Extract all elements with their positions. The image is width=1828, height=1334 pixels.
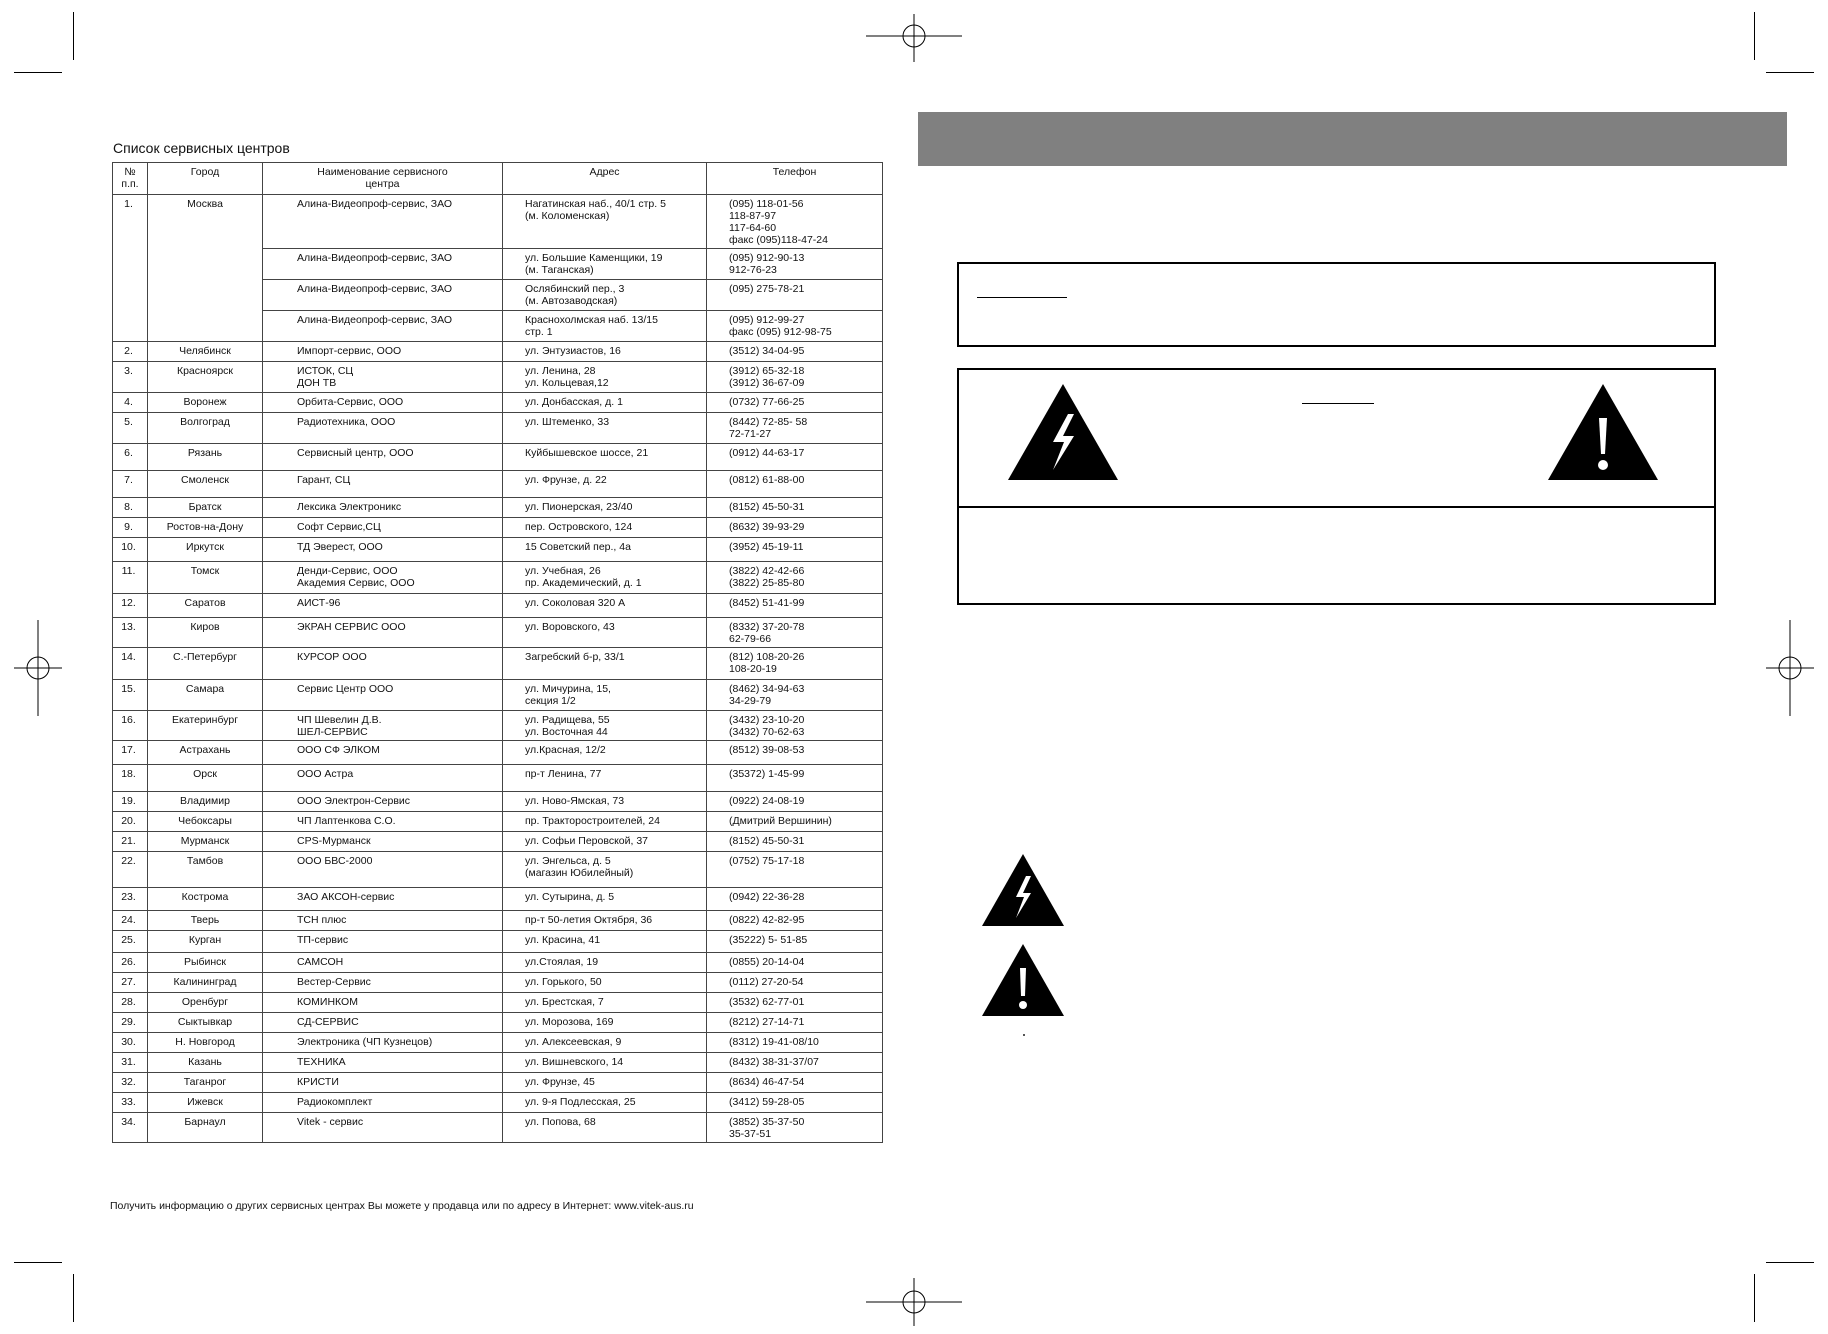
city-cell: Рыбинск (148, 953, 263, 973)
service-name-cell: ЧП Лаптенкова С.О. (263, 812, 503, 832)
address-cell: Куйбышевское шоссе, 21 (503, 444, 707, 471)
phone-cell: (8332) 37-20-78 62-79-66 (707, 618, 883, 648)
city-cell: Таганрог (148, 1073, 263, 1093)
table-row (113, 444, 883, 471)
crop-mark (1766, 1262, 1814, 1263)
phone-cell: (8512) 39-08-53 (707, 741, 883, 765)
address-cell: ул. Морозова, 169 (503, 1013, 707, 1033)
row-number: 25. (113, 931, 148, 953)
service-name-cell: CPS-Мурманск (263, 832, 503, 852)
address-cell: ул. Ново-Ямская, 73 (503, 792, 707, 812)
service-name-cell: ЧП Шевелин Д.В. ШЕЛ-СЕРВИС (263, 711, 503, 741)
row-number: 15. (113, 680, 148, 711)
row-number: 31. (113, 1053, 148, 1073)
phone-cell: (3512) 34-04-95 (707, 342, 883, 362)
city-cell: Чебоксары (148, 812, 263, 832)
table-row (113, 362, 883, 393)
address-cell: ул. Штеменко, 33 (503, 413, 707, 444)
table-row (113, 1033, 883, 1053)
address-cell: ул. 9-я Подлесская, 25 (503, 1093, 707, 1113)
city-cell: Волгоград (148, 413, 263, 444)
city-cell: Мурманск (148, 832, 263, 852)
table-row (113, 498, 883, 518)
table-row (113, 741, 883, 765)
city-cell: Красноярск (148, 362, 263, 393)
phone-cell: (0922) 24-08-19 (707, 792, 883, 812)
row-number: 3. (113, 362, 148, 393)
lightning-warning-icon (1008, 384, 1118, 480)
address-cell: ул. Мичурина, 15, секция 1/2 (503, 680, 707, 711)
city-cell: Ижевск (148, 1093, 263, 1113)
footer-note: Получить информацию о других сервисных центрах Вы можете у продавца или по адресу в Интернет: www.vitek-aus.ru (110, 1200, 694, 1212)
row-number: 21. (113, 832, 148, 852)
phone-cell: (8632) 39-93-29 (707, 518, 883, 538)
service-name-cell: Лексика Электроникс (263, 498, 503, 518)
phone-cell: (3952) 45-19-11 (707, 538, 883, 562)
table-row (113, 195, 883, 249)
address-cell: ул.Стоялая, 19 (503, 953, 707, 973)
service-name-cell: САМСОН (263, 953, 503, 973)
service-name-cell: ЗАО АКСОН-сервис (263, 888, 503, 911)
row-number: 20. (113, 812, 148, 832)
city-cell: Киров (148, 618, 263, 648)
service-name-cell: ООО СФ ЭЛКОМ (263, 741, 503, 765)
address-cell: 15 Советский пер., 4а (503, 538, 707, 562)
table-row (113, 1093, 883, 1113)
address-cell: ул. Ленина, 28 ул. Кольцевая,12 (503, 362, 707, 393)
row-number: 6. (113, 444, 148, 471)
phone-cell: (0112) 27-20-54 (707, 973, 883, 993)
address-cell: ул. Радищева, 55 ул. Восточная 44 (503, 711, 707, 741)
service-name-cell: Электроника (ЧП Кузнецов) (263, 1033, 503, 1053)
table-row (113, 1053, 883, 1073)
crop-mark (1754, 12, 1755, 60)
table-row (113, 562, 883, 594)
address-cell: ул. Брестская, 7 (503, 993, 707, 1013)
row-number: 23. (113, 888, 148, 911)
row-number: 26. (113, 953, 148, 973)
address-cell: ул. Алексеевская, 9 (503, 1033, 707, 1053)
table-row (113, 342, 883, 362)
row-number: 27. (113, 973, 148, 993)
service-name-cell: Денди-Сервис, ООО Академия Сервис, ООО (263, 562, 503, 594)
phone-cell: (0732) 77-66-25 (707, 393, 883, 413)
table-row (113, 765, 883, 792)
row-number: 18. (113, 765, 148, 792)
city-cell: Томск (148, 562, 263, 594)
row-number: 2. (113, 342, 148, 362)
phone-cell: (3432) 23-10-20 (3432) 70-62-63 (707, 711, 883, 741)
city-cell: Калининград (148, 973, 263, 993)
address-cell: ул. Фрунзе, 45 (503, 1073, 707, 1093)
address-cell: ул. Попова, 68 (503, 1113, 707, 1143)
table-row (113, 1073, 883, 1093)
city-cell: Ростов-на-Дону (148, 518, 263, 538)
service-name-cell: Импорт-сервис, ООО (263, 342, 503, 362)
phone-cell: (3412) 59-28-05 (707, 1093, 883, 1113)
address-cell: ул. Донбасская, д. 1 (503, 393, 707, 413)
table-row (113, 931, 883, 953)
phone-cell: (095) 118-01-56 118-87-97 117-64-60 факс (095)118-47-24 (707, 195, 883, 249)
table-row (113, 413, 883, 444)
column-header-number: № п.п. (113, 163, 148, 195)
phone-cell: (8452) 51-41-99 (707, 594, 883, 618)
service-name-cell: ООО Астра (263, 765, 503, 792)
service-name-cell: КОМИНКОМ (263, 993, 503, 1013)
phone-cell: (3852) 35-37-50 35-37-51 (707, 1113, 883, 1143)
phone-cell: (0912) 44-63-17 (707, 444, 883, 471)
phone-cell: (8212) 27-14-71 (707, 1013, 883, 1033)
phone-cell: (812) 108-20-26 108-20-19 (707, 648, 883, 680)
address-cell: ул. Учебная, 26 пр. Академический, д. 1 (503, 562, 707, 594)
table-row (113, 538, 883, 562)
address-cell: пер. Островского, 124 (503, 518, 707, 538)
phone-cell: (0855) 20-14-04 (707, 953, 883, 973)
divider (959, 506, 1714, 508)
table-row (113, 618, 883, 648)
phone-cell: (8152) 45-50-31 (707, 832, 883, 852)
row-number: 4. (113, 393, 148, 413)
table-row (113, 648, 883, 680)
city-cell: Барнаул (148, 1113, 263, 1143)
crop-mark (1754, 1274, 1755, 1322)
service-name-cell: ЭКРАН СЕРВИС ООО (263, 618, 503, 648)
address-cell: ул. Софьи Перовской, 37 (503, 832, 707, 852)
service-name-cell: ООО БВС-2000 (263, 852, 503, 888)
table-row (113, 594, 883, 618)
service-name-cell: КРИСТИ (263, 1073, 503, 1093)
table-row (113, 680, 883, 711)
row-number: 34. (113, 1113, 148, 1143)
city-cell: Екатеринбург (148, 711, 263, 741)
row-number: 8. (113, 498, 148, 518)
row-number: 5. (113, 413, 148, 444)
table-row (113, 518, 883, 538)
service-name-cell: ТД Эверест, ООО (263, 538, 503, 562)
table-row (113, 852, 883, 888)
lightning-warning-icon (982, 854, 1064, 926)
address-cell: ул. Горького, 50 (503, 973, 707, 993)
phone-cell: (8442) 72-85- 58 72-71-27 (707, 413, 883, 444)
address-cell: пр-т 50-летия Октября, 36 (503, 911, 707, 931)
table-row (113, 973, 883, 993)
service-name-cell: Алина-Видеопроф-сервис, ЗАО (263, 311, 503, 342)
service-name-cell: Софт Сервис,СЦ (263, 518, 503, 538)
service-name-cell: Алина-Видеопроф-сервис, ЗАО (263, 280, 503, 311)
table-row (113, 888, 883, 911)
registration-mark-icon (1766, 620, 1814, 716)
row-number: 32. (113, 1073, 148, 1093)
address-cell: ул. Фрунзе, д. 22 (503, 471, 707, 498)
phone-cell: (3912) 65-32-18 (3912) 36-67-09 (707, 362, 883, 393)
row-number: 13. (113, 618, 148, 648)
phone-cell: (8432) 38-31-37/07 (707, 1053, 883, 1073)
service-name-cell: СД-СЕРВИС (263, 1013, 503, 1033)
row-number: 19. (113, 792, 148, 812)
city-cell: Курган (148, 931, 263, 953)
city-cell: Братск (148, 498, 263, 518)
row-number: 7. (113, 471, 148, 498)
crop-mark (73, 1274, 74, 1322)
service-name-cell: Гарант, СЦ (263, 471, 503, 498)
column-header-city: Город (148, 163, 263, 195)
heading-underline (977, 297, 1067, 298)
city-cell: Казань (148, 1053, 263, 1073)
address-cell: Ослябинский пер., 3 (м. Автозаводская) (503, 280, 707, 311)
service-name-cell: Vitek - сервис (263, 1113, 503, 1143)
registration-mark-icon (866, 14, 962, 62)
row-number: 14. (113, 648, 148, 680)
city-cell: Владимир (148, 792, 263, 812)
service-name-cell: Сервис Центр ООО (263, 680, 503, 711)
crop-mark (14, 72, 62, 73)
address-cell: ул. Воровского, 43 (503, 618, 707, 648)
address-cell: ул. Энгельса, д. 5 (магазин Юбилейный) (503, 852, 707, 888)
city-cell: С.-Петербург (148, 648, 263, 680)
phone-cell: (0752) 75-17-18 (707, 852, 883, 888)
city-cell: Орск (148, 765, 263, 792)
table-row (113, 1013, 883, 1033)
city-cell: Смоленск (148, 471, 263, 498)
city-cell: Челябинск (148, 342, 263, 362)
table-row (113, 911, 883, 931)
service-name-cell: Вестер-Сервис (263, 973, 503, 993)
row-number: 24. (113, 911, 148, 931)
address-cell: ул. Пионерская, 23/40 (503, 498, 707, 518)
registration-mark-icon (14, 620, 62, 716)
city-cell: Воронеж (148, 393, 263, 413)
service-name-cell: КУРСОР ООО (263, 648, 503, 680)
heading-underline (1302, 403, 1374, 404)
service-name-cell: ООО Электрон-Сервис (263, 792, 503, 812)
phone-cell: (095) 912-99-27 факс (095) 912-98-75 (707, 311, 883, 342)
column-header-name: Наименование сервисного центра (263, 163, 503, 195)
address-cell: ул.Красная, 12/2 (503, 741, 707, 765)
phone-cell: (8152) 45-50-31 (707, 498, 883, 518)
row-number: 12. (113, 594, 148, 618)
city-cell: Астрахань (148, 741, 263, 765)
service-name-cell: ТП-сервис (263, 931, 503, 953)
table-row (113, 812, 883, 832)
service-name-cell: ТЕХНИКА (263, 1053, 503, 1073)
service-name-cell: АИСТ-96 (263, 594, 503, 618)
phone-cell: (3822) 42-42-66 (3822) 25-85-80 (707, 562, 883, 594)
row-number: 1. (113, 195, 148, 342)
table-row (113, 832, 883, 852)
city-cell: Н. Новгород (148, 1033, 263, 1053)
address-cell: ул. Сутырина, д. 5 (503, 888, 707, 911)
city-cell: Тамбов (148, 852, 263, 888)
city-cell: Саратов (148, 594, 263, 618)
section-header-bar (918, 112, 1787, 166)
row-number: 33. (113, 1093, 148, 1113)
service-name-cell: ИСТОК, СЦ ДОН ТВ (263, 362, 503, 393)
row-number: 9. (113, 518, 148, 538)
table-header-row (113, 163, 883, 195)
city-cell: Москва (148, 195, 263, 342)
row-number: 17. (113, 741, 148, 765)
service-name-cell: Алина-Видеопроф-сервис, ЗАО (263, 195, 503, 249)
registration-mark-icon (866, 1278, 962, 1326)
page-title: Список сервисных центров (113, 140, 290, 156)
phone-cell: (35222) 5- 51-85 (707, 931, 883, 953)
address-cell: ул. Энтузиастов, 16 (503, 342, 707, 362)
crop-mark (1766, 72, 1814, 73)
phone-cell: (0812) 61-88-00 (707, 471, 883, 498)
phone-cell: (8462) 34-94-63 34-29-79 (707, 680, 883, 711)
city-cell: Иркутск (148, 538, 263, 562)
row-number: 10. (113, 538, 148, 562)
address-cell: ул. Красина, 41 (503, 931, 707, 953)
address-cell: Краснохолмская наб. 13/15 стр. 1 (503, 311, 707, 342)
service-name-cell: Алина-Видеопроф-сервис, ЗАО (263, 249, 503, 280)
phone-cell: (095) 275-78-21 (707, 280, 883, 311)
address-cell: Нагатинская наб., 40/1 стр. 5 (м. Коломенская) (503, 195, 707, 249)
row-number: 28. (113, 993, 148, 1013)
phone-cell: (3532) 62-77-01 (707, 993, 883, 1013)
crop-mark (14, 1262, 62, 1263)
service-name-cell: Орбита-Сервис, ООО (263, 393, 503, 413)
column-header-address: Адрес (503, 163, 707, 195)
city-cell: Кострома (148, 888, 263, 911)
exclamation-warning-icon (982, 944, 1064, 1016)
table-row (113, 393, 883, 413)
city-cell: Сыктывкар (148, 1013, 263, 1033)
table-row (113, 953, 883, 973)
phone-cell: (35372) 1-45-99 (707, 765, 883, 792)
phone-cell: (8312) 19-41-08/10 (707, 1033, 883, 1053)
row-number: 30. (113, 1033, 148, 1053)
phone-cell: (8634) 46-47-54 (707, 1073, 883, 1093)
service-name-cell: Радиокомплект (263, 1093, 503, 1113)
address-cell: ул. Соколовая 320 А (503, 594, 707, 618)
phone-cell: (0822) 42-82-95 (707, 911, 883, 931)
address-cell: пр. Тракторостроителей, 24 (503, 812, 707, 832)
row-number: 11. (113, 562, 148, 594)
service-name-cell: Сервисный центр, ООО (263, 444, 503, 471)
city-cell: Самара (148, 680, 263, 711)
service-name-cell: ТСН плюс (263, 911, 503, 931)
phone-cell: (095) 912-90-13 912-76-23 (707, 249, 883, 280)
table-row (113, 993, 883, 1013)
row-number: 16. (113, 711, 148, 741)
table-row (113, 711, 883, 741)
service-name-cell: Радиотехника, ООО (263, 413, 503, 444)
column-header-phone: Телефон (707, 163, 883, 195)
address-cell: ул. Большие Каменщики, 19 (м. Таганская) (503, 249, 707, 280)
phone-cell: (0942) 22-36-28 (707, 888, 883, 911)
table-row (113, 1113, 883, 1143)
city-cell: Оренбург (148, 993, 263, 1013)
table-row (113, 792, 883, 812)
dot-mark (1023, 1034, 1025, 1036)
row-number: 22. (113, 852, 148, 888)
notice-box (957, 262, 1716, 347)
city-cell: Тверь (148, 911, 263, 931)
city-cell: Рязань (148, 444, 263, 471)
phone-cell: (Дмитрий Вершинин) (707, 812, 883, 832)
row-number: 29. (113, 1013, 148, 1033)
crop-mark (73, 12, 74, 60)
address-cell: пр-т Ленина, 77 (503, 765, 707, 792)
address-cell: Загребский б-р, 33/1 (503, 648, 707, 680)
service-centers-table (112, 162, 883, 1143)
address-cell: ул. Вишневского, 14 (503, 1053, 707, 1073)
table-row (113, 471, 883, 498)
exclamation-warning-icon (1548, 384, 1658, 480)
